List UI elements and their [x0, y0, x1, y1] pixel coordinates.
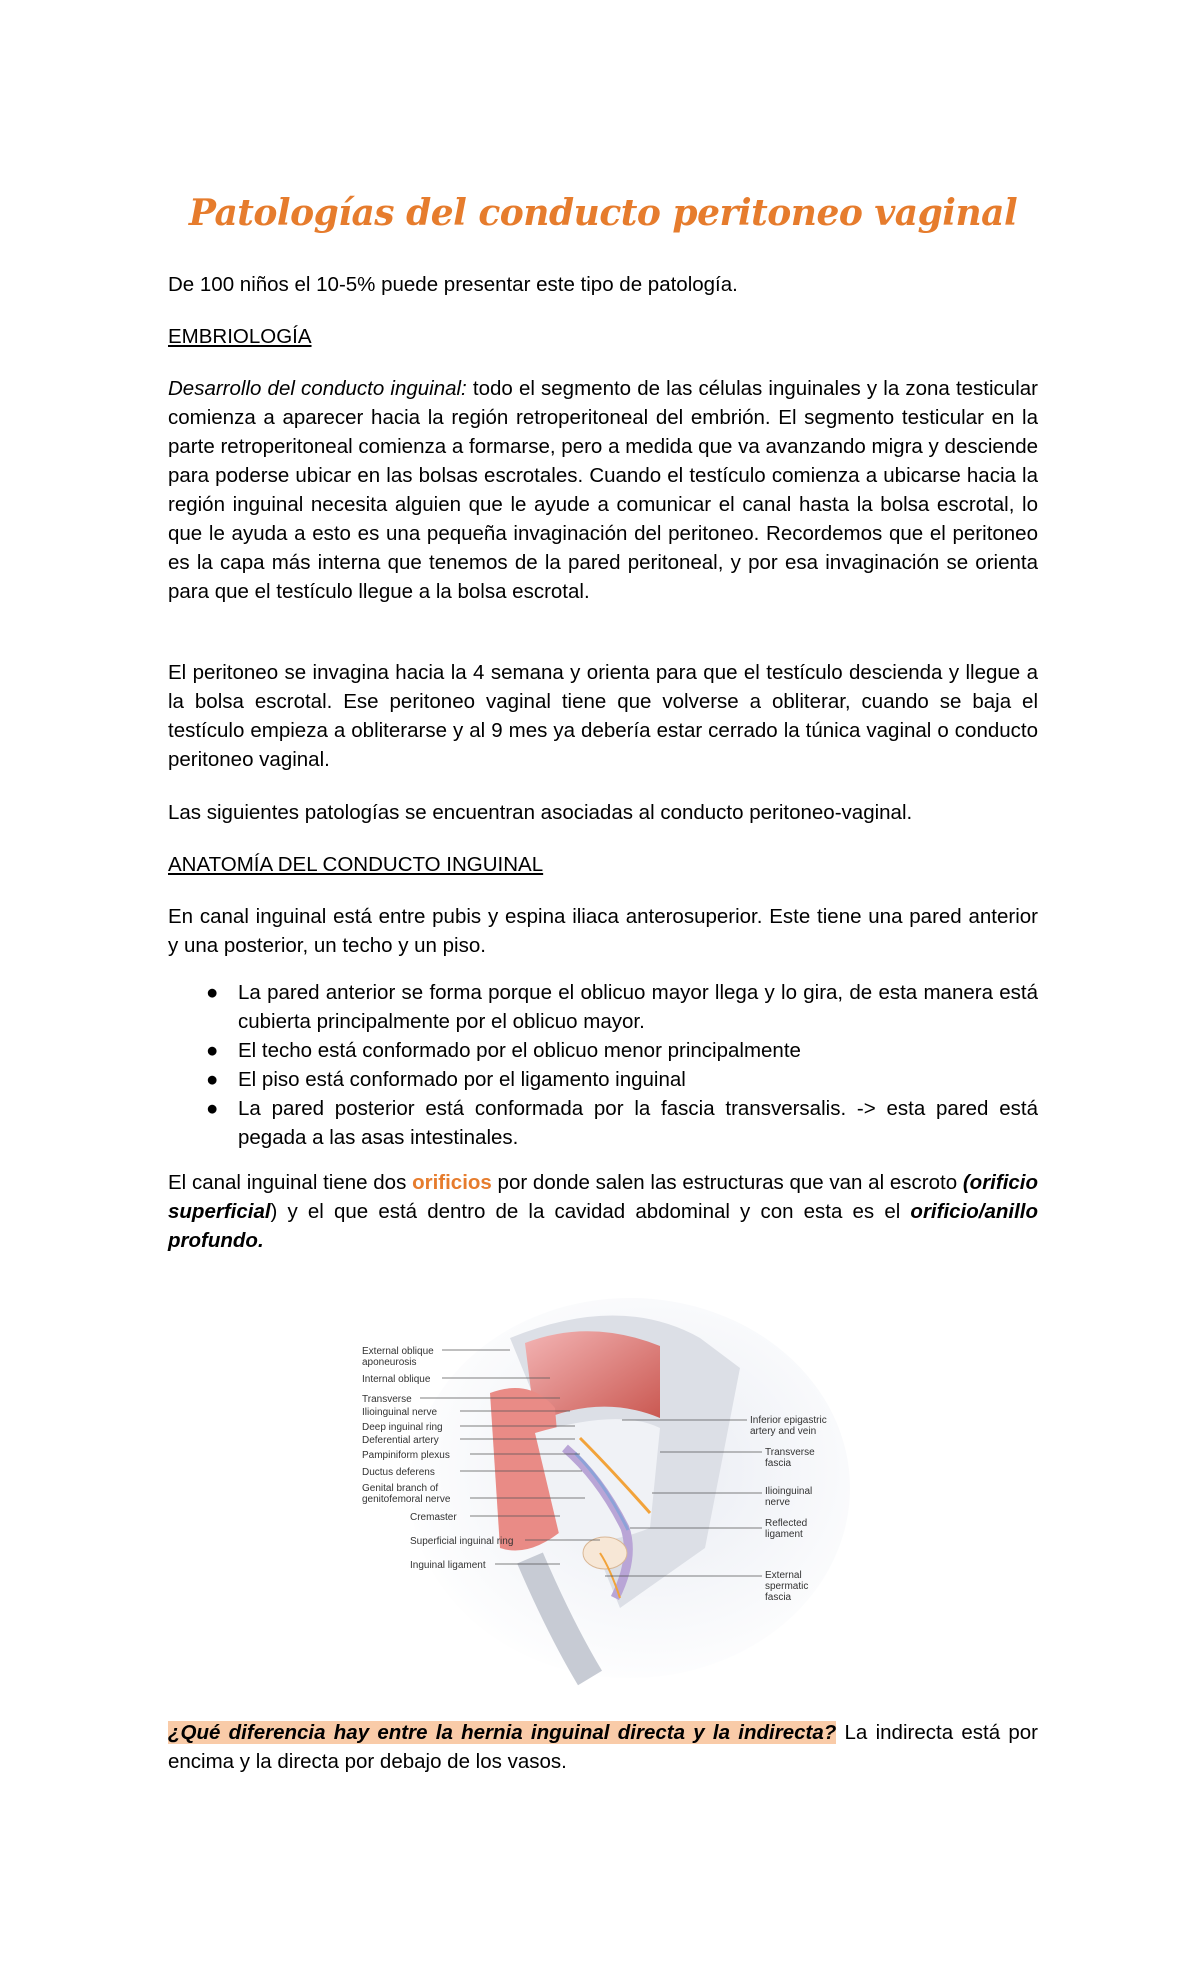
figure-label: External — [765, 1570, 802, 1581]
figure-label: Reflected — [765, 1518, 808, 1529]
orifices-keyword: orificios — [412, 1171, 492, 1194]
intro-paragraph: De 100 niños el 10-5% puede presentar este tipo de patología. — [168, 273, 738, 296]
superficial-ring — [583, 1537, 627, 1569]
figure-label: Superficial inguinal ring — [410, 1536, 514, 1547]
list-item: ● El piso está conformado por el ligamento inguinal — [168, 1065, 1038, 1094]
inguinal-canal-paragraph: En canal inguinal está entre pubis y espina iliaca anterosuperior. Este tiene una pared anterior y una posterior, un techo y un piso. — [168, 905, 1038, 957]
figure-label: Ilioinguinal — [765, 1486, 813, 1497]
canal-walls-list — [168, 978, 1038, 1152]
deep-ring-term: orificio/anillo profundo. — [168, 1200, 1038, 1252]
bullet-icon: ● — [206, 981, 219, 1004]
figure-label: Deferential artery — [362, 1435, 439, 1446]
paragraph-body: todo el segmento de las células inguinales y la zona testicular comienza a aparecer hacia la región retroperitoneal del embrión. El segmento testicular en la parte retroperitoneal comienza a formarse, pero a medida que va avanzando migra y desciende para poderse ubicar en las bolsas escrotales. Cuando el testículo comienza a ubicarse hacia la región inguinal necesita alguien que le ayude a comunicar el canal hasta la bolsa escrotal, lo que le ayuda a esto es una pequeña invaginación del peritoneo. Recordemos que el peritoneo es la capa más interna que tenemos de la pared peritoneal, y por esa invaginación se orienta para que el testículo llegue a la bolsa escrotal. — [168, 377, 1038, 603]
figure-label: ligament — [765, 1529, 803, 1540]
figure-label: Cremaster — [410, 1512, 457, 1523]
orifices-paragraph: El canal inguinal tiene dos orificios por donde salen las estructuras que van al escroto (orificio superficial) y el que está dentro de la cavidad abdominal y con esta es el orificio/anillo profundo. — [168, 1171, 1039, 1252]
page-title: Patologías del conducto peritoneo vaginal — [188, 192, 1018, 234]
figure-label: fascia — [765, 1458, 792, 1469]
peritoneum-paragraph: El peritoneo se invagina hacia la 4 semana y orienta para que el testículo descienda y llegue a la bolsa escrotal. Ese peritoneo vaginal tiene que volverse a obliterar, cuando se baja el testículo empieza a obliterarse y al 9 mes ya debería estar cerrado la túnica vaginal o conducto peritoneo vaginal. — [168, 661, 1038, 771]
list-item: ● La pared anterior se forma porque el oblicuo mayor llega y lo gira, de esta manera está cubierta principalmente por el oblicuo mayor. — [168, 978, 1038, 1036]
figure-label: aponeurosis — [362, 1357, 417, 1368]
bullet-icon: ● — [206, 1039, 219, 1062]
figure-label: Ductus deferens — [362, 1467, 435, 1478]
figure-label: External oblique — [362, 1346, 434, 1357]
figure-label: fascia — [765, 1592, 792, 1603]
figure-label: Ilioinguinal nerve — [362, 1407, 438, 1418]
superficial-orifice-term: (orificio superficial — [168, 1171, 1039, 1223]
figure-label: Deep inguinal ring — [362, 1422, 443, 1433]
paragraph-lead: Desarrollo del conducto inguinal: — [168, 377, 467, 400]
section-heading-embriologia: EMBRIOLOGÍA — [168, 325, 312, 348]
inguinal-canal-anatomy-figure — [360, 1298, 860, 1688]
list-item: ● El techo está conformado por el oblicuo menor principalmente — [168, 1036, 1038, 1065]
associated-pathologies-paragraph: Las siguientes patologías se encuentran asociadas al conducto peritoneo-vaginal. — [168, 801, 913, 824]
list-item: ● La pared posterior está conformada por la fascia transversalis. -> esta pared está pegada a las asas intestinales. — [168, 1094, 1038, 1152]
figure-label: genitofemoral nerve — [362, 1494, 451, 1505]
figure-label: Pampiniform plexus — [362, 1450, 450, 1461]
embryology-paragraph — [168, 374, 1038, 606]
bullet-icon: ● — [206, 1068, 219, 1091]
figure-label: Genital branch of — [362, 1483, 439, 1494]
figure-label: Inferior epigastric — [750, 1415, 827, 1426]
answer-text: La indirecta está por encima y la directa por debajo de los vasos. — [168, 1721, 1039, 1773]
figure-label: nerve — [765, 1497, 791, 1508]
figure-label: spermatic — [765, 1581, 809, 1592]
figure-label: Inguinal ligament — [410, 1560, 486, 1571]
figure-label: Internal oblique — [362, 1374, 431, 1385]
section-heading-anatomia: ANATOMÍA DEL CONDUCTO INGUINAL — [168, 853, 544, 876]
bullet-icon: ● — [206, 1097, 219, 1120]
figure-label: Transverse — [765, 1447, 815, 1458]
question-paragraph — [168, 1718, 1038, 1776]
figure-label: Transverse — [362, 1394, 412, 1405]
figure-label: artery and vein — [750, 1426, 817, 1437]
highlighted-question: ¿Qué diferencia hay entre la hernia inguinal directa y la indirecta? — [168, 1721, 837, 1744]
